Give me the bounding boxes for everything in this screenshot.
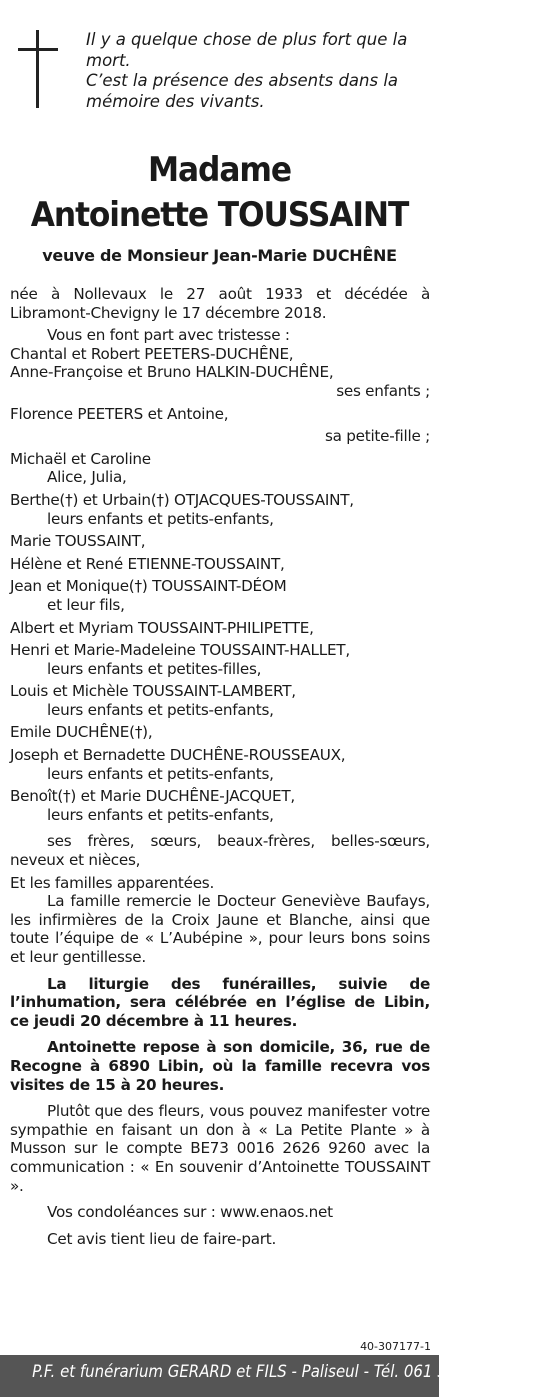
family-line: Emile DUCHÊNE(†), xyxy=(10,723,153,742)
family-line: Albert et Myriam TOUSSAINT-PHILIPETTE, xyxy=(10,618,314,637)
epigraph-quote xyxy=(86,30,416,112)
quote-line: mort. xyxy=(86,50,131,70)
family-line: leurs enfants et petits-enfants, xyxy=(47,805,274,824)
quote-line: C’est la présence des absents dans la xyxy=(86,71,399,90)
family-line: leurs enfants et petites-filles, xyxy=(47,659,262,678)
family-line: Jean et Monique(†) TOUSSAINT-DÉOM xyxy=(10,577,287,596)
family-line: leurs enfants et petits-enfants, xyxy=(47,509,274,528)
family-line: Louis et Michèle TOUSSAINT-LAMBERT, xyxy=(10,682,296,701)
family-line: Et les familles apparentées. xyxy=(10,873,215,892)
quote-line: mémoire des vivants. xyxy=(86,91,265,111)
family-line: et leur fils, xyxy=(47,595,125,614)
birth-line: Libramont-Chevigny le 17 décembre 2018. xyxy=(10,303,327,322)
family-line: Alice, Julia, xyxy=(47,468,127,487)
announcement-body xyxy=(10,285,430,1248)
birth-line: née à Nollevaux le 27 août 1933 et décédée à xyxy=(10,285,430,303)
family-line: sa petite-fille ; xyxy=(324,427,430,446)
footer-text: P.F. et funérarium GERARD et FILS - Paliseul - Tél. 061 53 32 84 xyxy=(32,1362,504,1382)
family-line: Marie TOUSSAINT, xyxy=(10,532,146,551)
deceased-title: Madame xyxy=(148,150,291,190)
reference-number: 40-307177-1 xyxy=(360,1340,431,1353)
family-line: Joseph et Bernadette DUCHÊNE-ROUSSEAUX, xyxy=(10,746,346,765)
family-line: Chantal et Robert PEETERS-DUCHÊNE, xyxy=(10,344,294,363)
flowers-paragraph: Plutôt que des fleurs, vous pouvez manifester votre sympathie en faisant un don à « La Petite Plante » à Musson sur le compte BE73 0016 2626 9260 avec la communication : « En souvenir d’Antoinette TOUSSAINT ». xyxy=(10,1102,430,1195)
liturgy-paragraph: La liturgie des funérailles, suivie de l’inhumation, sera célébrée en l’église de Libin, ce jeudi 20 décembre à 11 heures. xyxy=(10,974,430,1030)
family-line: Henri et Marie-Madeleine TOUSSAINT-HALLET, xyxy=(10,641,350,660)
quote-line: Il y a quelque chose de plus fort que la xyxy=(86,30,408,49)
family-line: neveux et nièces, xyxy=(10,851,141,870)
funeral-home-footer xyxy=(0,1355,504,1397)
family-line: leurs enfants et petits-enfants, xyxy=(47,700,274,719)
cross-icon xyxy=(18,30,58,108)
family-line: leurs enfants et petits-enfants, xyxy=(47,764,274,783)
condolences-line: Vos condoléances sur : www.enaos.net xyxy=(47,1203,333,1222)
intro-line: Vous en font part avec tristesse : xyxy=(47,326,290,345)
family-line: Michaël et Caroline xyxy=(10,449,151,468)
notice-line: Cet avis tient lieu de faire-part. xyxy=(47,1229,277,1248)
family-line: ses frères, sœurs, beaux-frères, belles-sœurs, xyxy=(47,832,430,851)
family-line: Benoît(†) et Marie DUCHÊNE-JACQUET, xyxy=(10,787,295,806)
deceased-name: Antoinette TOUSSAINT xyxy=(30,195,409,235)
widow-subtitle: veuve de Monsieur Jean-Marie DUCHÊNE xyxy=(42,246,397,265)
family-line: Florence PEETERS et Antoine, xyxy=(10,404,229,423)
family-line: ses enfants ; xyxy=(336,381,430,400)
repose-paragraph: Antoinette repose à son domicile, 36, rue de Recogne à 6890 Libin, où la famille recevra vos visites de 15 à 20 heures. xyxy=(10,1038,430,1094)
family-line: Hélène et René ETIENNE-TOUSSAINT, xyxy=(10,554,285,573)
thanks-paragraph: La famille remercie le Docteur Geneviève Baufays, les infirmières de la Croix Jaune et Blanche, ainsi que toute l’équipe de « L’Aubépine », pour leurs bons soins et leur gentillesse. xyxy=(10,892,430,966)
family-line: Anne-Françoise et Bruno HALKIN-DUCHÊNE, xyxy=(10,363,334,382)
family-line: Berthe(†) et Urbain(†) OTJACQUES-TOUSSAINT, xyxy=(10,490,354,509)
